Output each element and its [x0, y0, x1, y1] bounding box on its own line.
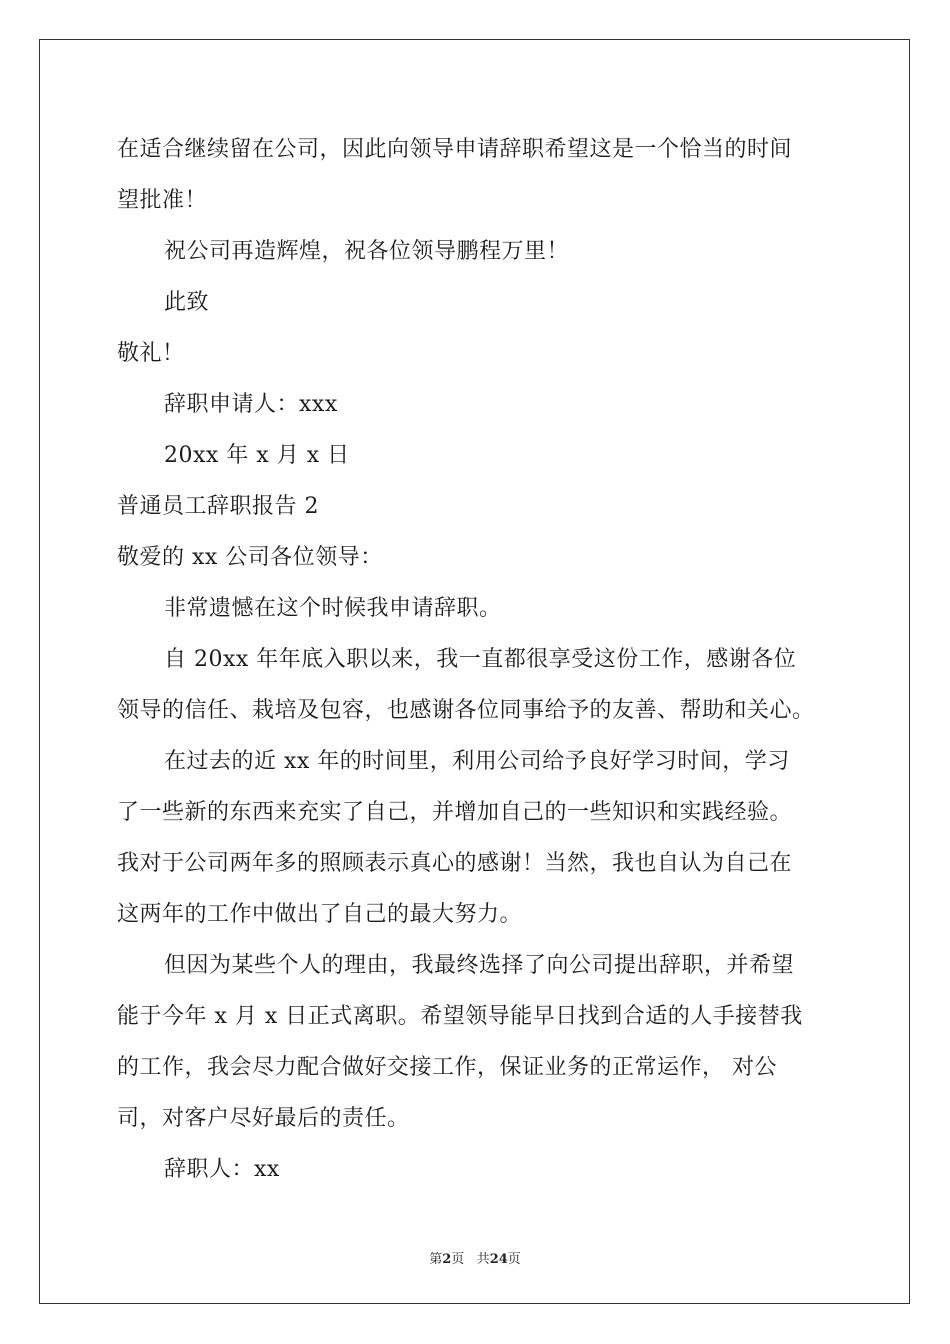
total-pages: 24 [489, 1252, 508, 1267]
text-line: 了一些新的东西来充实了自己，并增加自己的一些知识和实践经验。 [117, 800, 793, 825]
text-line: 能于今年 x 月 x 日正式离职。希望领导能早日找到合适的人手接替我 [117, 1004, 803, 1029]
signature-date: 20xx 年 x 月 x 日 [164, 443, 350, 468]
signature-applicant: 辞职申请人：xxx [164, 392, 338, 417]
salutation-jingli: 敬礼！ [117, 341, 185, 366]
page-prefix: 第 [429, 1252, 443, 1267]
page-suffix: 页 [451, 1252, 465, 1267]
text-line: 领导的信任、栽培及包容，也感谢各位同事给予的友善、帮助和关心。 [117, 698, 815, 723]
text-line: 这两年的工作中做出了自己的最大努力。 [117, 902, 523, 927]
page-number: 2 [442, 1252, 452, 1267]
total-prefix: 共 [476, 1252, 490, 1267]
signature-resigner: 辞职人：xx [164, 1157, 280, 1182]
text-line: 自 20xx 年年底入职以来，我一直都很享受这份工作，感谢各位 [164, 647, 797, 672]
text-line: 但因为某些个人的理由，我最终选择了向公司提出辞职，并希望 [164, 953, 795, 978]
text-line: 我对于公司两年多的照顾表示真心的感谢！当然，我也自认为自己在 [117, 851, 793, 876]
text-line: 的工作，我会尽力配合做好交接工作，保证业务的正常运作， 对公 [117, 1055, 777, 1080]
letter-greeting: 敬爱的 xx 公司各位领导： [117, 545, 383, 570]
text-line: 司，对客户尽好最后的责任。 [117, 1106, 410, 1131]
closing-wish: 祝公司再造辉煌，祝各位领导鹏程万里！ [164, 239, 570, 264]
salutation-cizhi: 此致 [164, 290, 210, 315]
text-line: 非常遗憾在这个时候我申请辞职。 [164, 596, 502, 621]
document-body [117, 124, 837, 1195]
section-title: 普通员工辞职报告 2 [117, 494, 319, 519]
text-line: 在适合继续留在公司，因此向领导申请辞职希望这是一个恰当的时间 [117, 137, 793, 162]
page-footer [0, 1248, 950, 1267]
text-line: 望批准！ [117, 188, 208, 213]
text-line: 在过去的近 xx 年的时间里，利用公司给予良好学习时间，学习 [164, 749, 790, 774]
total-suffix: 页 [507, 1252, 521, 1267]
